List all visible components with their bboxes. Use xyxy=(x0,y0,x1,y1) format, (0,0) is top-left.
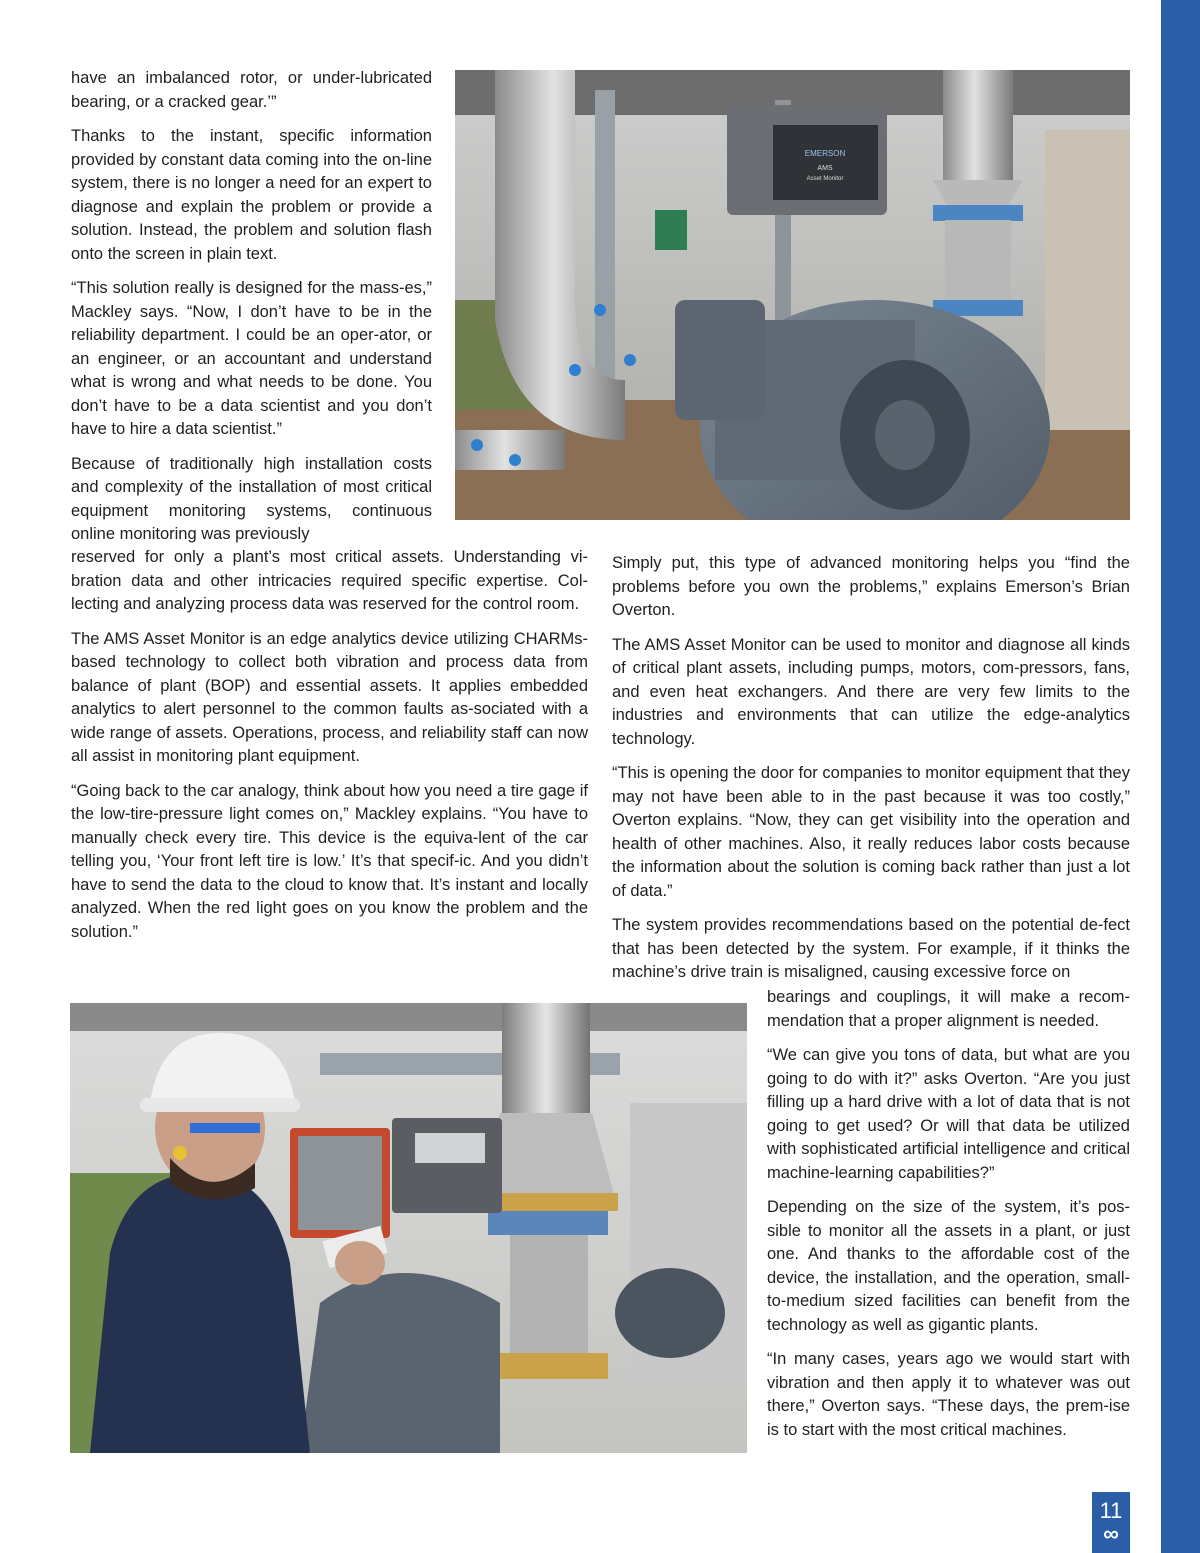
page-number: 11 xyxy=(1099,1498,1123,1523)
col2-paragraph-4a: The system provides recommendations based on the potential de-fect that has been detected by the system. For example, if it thinks the machine’s drive train is misaligned, causing excessive force on xyxy=(612,916,1130,981)
monitor-line1-label: AMS xyxy=(817,165,833,172)
col1-paragraph-5: The AMS Asset Monitor is an edge analytics device utilizing CHARMs-based technology to collect both vibration and process data from balance of plant (BOP) and essential assets. It applies embedded analytics to alert personnel to the common faults as-sociated with a wide range of assets. Operations, process, and reliability staff can now all assist in monitoring plant equipment. xyxy=(71,629,588,765)
photo-asset-monitor-on-blower xyxy=(455,70,1130,520)
col1-paragraph-6: “Going back to the car analogy, think about how you need a tire gage if the low-tire-pressure light comes on,” Mackley explains. “You have to manually check every tire. This device is the equiva-lent of the car telling you, ‘Your front left tire is low.’ It’s that specif-ic. And you didn’t have to send the data to the cloud to know that. It’s instant and locally analyzed. When the red light goes on you know the problem and the solution.” xyxy=(71,781,588,941)
photo-technician-inspecting-monitor xyxy=(70,1003,747,1453)
infinity-logo-icon: ∞ xyxy=(1103,1521,1119,1546)
col2-paragraph-6: Depending on the size of the system, it’s pos-sible to monitor all the assets in a plant, or just one. And thanks to the affordable cost of the device, the installation, and the operation, small-to-medium sized facilities can benefit from the technology as well as gigantic plants. xyxy=(767,1198,1130,1334)
col2-paragraph-5: “We can give you tons of data, but what are you going to do with it?” asks Overton. “Are you just filling up a hard drive with a lot of data that is not going to get used? Or will that data be utilized with sophisticated artificial intelligence and critical machine-learning capabilities?” xyxy=(767,1046,1130,1182)
col1-paragraph-2: Thanks to the instant, specific information provided by constant data coming into the on-line system, there is no longer a need for an expert to diagnose and explain the problem or provide a solution. Instead, the problem and solution flash onto the screen in plain text. xyxy=(71,127,432,263)
col2-paragraph-3: “This is opening the door for companies to monitor equipment that they may not have been able to in the past because it was too costly,” Overton explains. “Now, they can get visibility into the operation and health of other machines. Also, it really reduces labor costs because the information about the solution is coming back rather than just a lot of data.” xyxy=(612,764,1130,900)
column2-lower xyxy=(767,986,1130,1453)
monitor-brand-label: EMERSON xyxy=(804,149,846,158)
col2-paragraph-2: The AMS Asset Monitor can be used to monitor and diagnose all kinds of critical plant assets, including pumps, motors, com-pressors, fans, and even heat exchangers. And there are very few limits to the industries and environments that can utilize the edge-analytics technology. xyxy=(612,635,1130,748)
sidebar-accent-bar xyxy=(1161,0,1200,1553)
col1-paragraph-4b: reserved for only a plant’s most critical assets. Understanding vi-bration data and other intricacies required specific expertise. Col-lecting and analyzing process data was reserved for the control room. xyxy=(71,548,588,613)
col2-paragraph-7: “In many cases, years ago we would start with vibration and then apply it to whatever was out there,” Overton says. “These days, the prem-ise is to start with the most critical machines. xyxy=(767,1350,1130,1439)
column2-upper xyxy=(612,552,1130,985)
column1-lower xyxy=(71,546,588,955)
col1-paragraph-3: “This solution really is designed for the mass-es,” Mackley says. “Now, I don’t have to be in the reliability department. I could be an oper-ator, or an engineer, or an accountant and understand what is wrong and what needs to be done. You don’t have to be a data scientist and you don’t have to hire a data scientist.” xyxy=(71,279,432,438)
monitor-line2-label: Asset Monitor xyxy=(806,176,844,182)
page-number-tab xyxy=(1092,1492,1130,1553)
col1-paragraph-1: have an imbalanced rotor, or under-lubricated bearing, or a cracked gear.’” xyxy=(71,69,432,111)
col1-paragraph-4a: Because of traditionally high installation costs and complexity of the installation of most critical equipment monitoring systems, continuous online monitoring was previously xyxy=(71,454,432,543)
column1-upper xyxy=(71,67,432,547)
col2-paragraph-1: Simply put, this type of advanced monitoring helps you “find the problems before you own the problems,” explains Emerson’s Brian Overton. xyxy=(612,554,1130,619)
col2-paragraph-4b: bearings and couplings, it will make a recom-mendation that a proper alignment is needed. xyxy=(767,988,1130,1030)
